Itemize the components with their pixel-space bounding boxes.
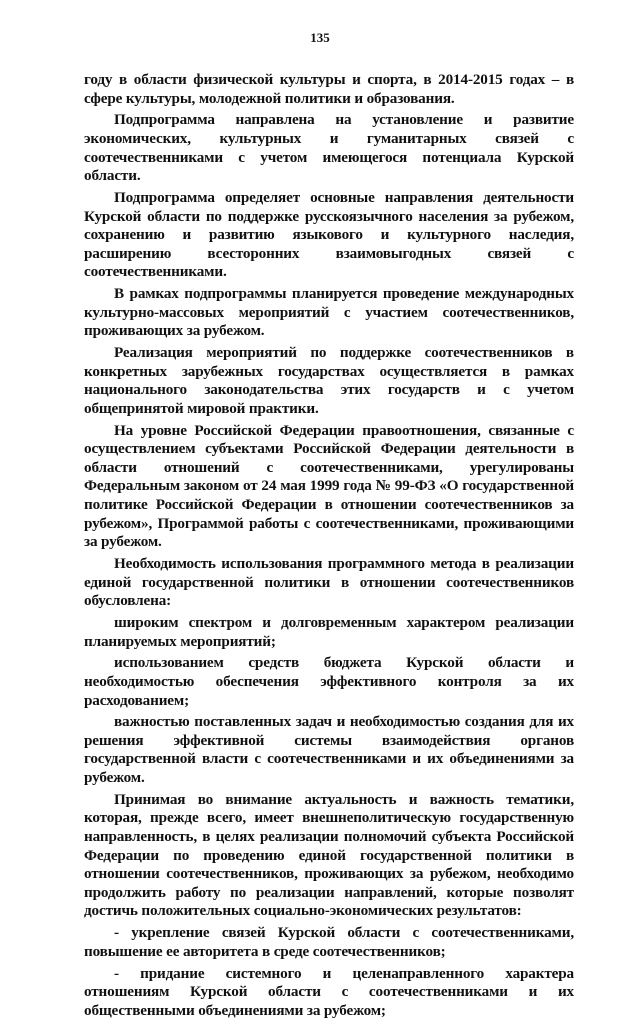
paragraph-continuation: году в области физической культуры и спорта, в 2014-2015 годах – в сфере культуры, молодежной политики и образования.: [84, 71, 574, 107]
paragraph: Реализация мероприятий по поддержке соотечественников в конкретных зарубежных государствах осуществляется в рамках национального законодательства этих государств и с учетом общепринятой мировой практики.: [84, 344, 574, 417]
paragraph: Принимая во внимание актуальность и важность тематики, которая, прежде всего, имеет внешнеполитическую государственную направленность, в целях реализации полномочий субъекта Российской Федерации по проведению единой государственной политики в отношении соотечественников, проживающих за рубежом, необходимо продолжить работу по реализации направлений, которые позволят достичь положительных социально-экономических результатов:: [84, 790, 574, 920]
paragraph: Подпрограмма определяет основные направления деятельности Курской области по поддержке русскоязычного населения за рубежом, сохранению и развитию языкового и культурного наследия, расширению всесторонних взаимовыгодных связей с соотечественниками.: [84, 188, 574, 281]
paragraph: На уровне Российской Федерации правоотношения, связанные с осуществлением субъектами Российской Федерации деятельности в области отношений с соотечественниками, урегулированы Федеральным законом от 24 мая 1999 года № 99-ФЗ «О государственной политике Российской Федерации в отношении соотечественников за рубежом», Программой работы с соотечественниками, проживающими за рубежом.: [84, 421, 574, 551]
list-item: широким спектром и долговременным характером реализации планируемых мероприятий;: [84, 613, 574, 650]
page-number: 135: [310, 30, 330, 45]
paragraph: В рамках подпрограммы планируется проведение международных культурно-массовых мероприятий с участием соотечественников, проживающих за рубежом.: [84, 285, 574, 340]
list-item: использованием средств бюджета Курской области и необходимостью обеспечения эффективного контроля за их расходованием;: [84, 654, 574, 709]
paragraph: Подпрограмма направлена на установление и развитие экономических, культурных и гуманитарных связей с соотечественниками с учетом имеющегося потенциала Курской области.: [84, 111, 574, 185]
list-item: - укрепление связей Курской области с соотечественниками, повышение ее авторитета в среде соотечественников;: [84, 924, 574, 960]
paragraph: Необходимость использования программного метода в реализации единой государственной политики в отношении соотечественников обусловлена:: [84, 554, 574, 610]
document-body: [84, 71, 574, 1024]
list-item: важностью поставленных задач и необходимостью создания для их решения эффективной системы взаимодействия органов государственной власти с соотечественниками и их объединениями за рубежом.: [84, 713, 574, 787]
list-item: - придание системного и целенаправленного характера отношениям Курской области с соотечественниками и их общественными объединениями за рубежом;: [84, 964, 574, 1019]
